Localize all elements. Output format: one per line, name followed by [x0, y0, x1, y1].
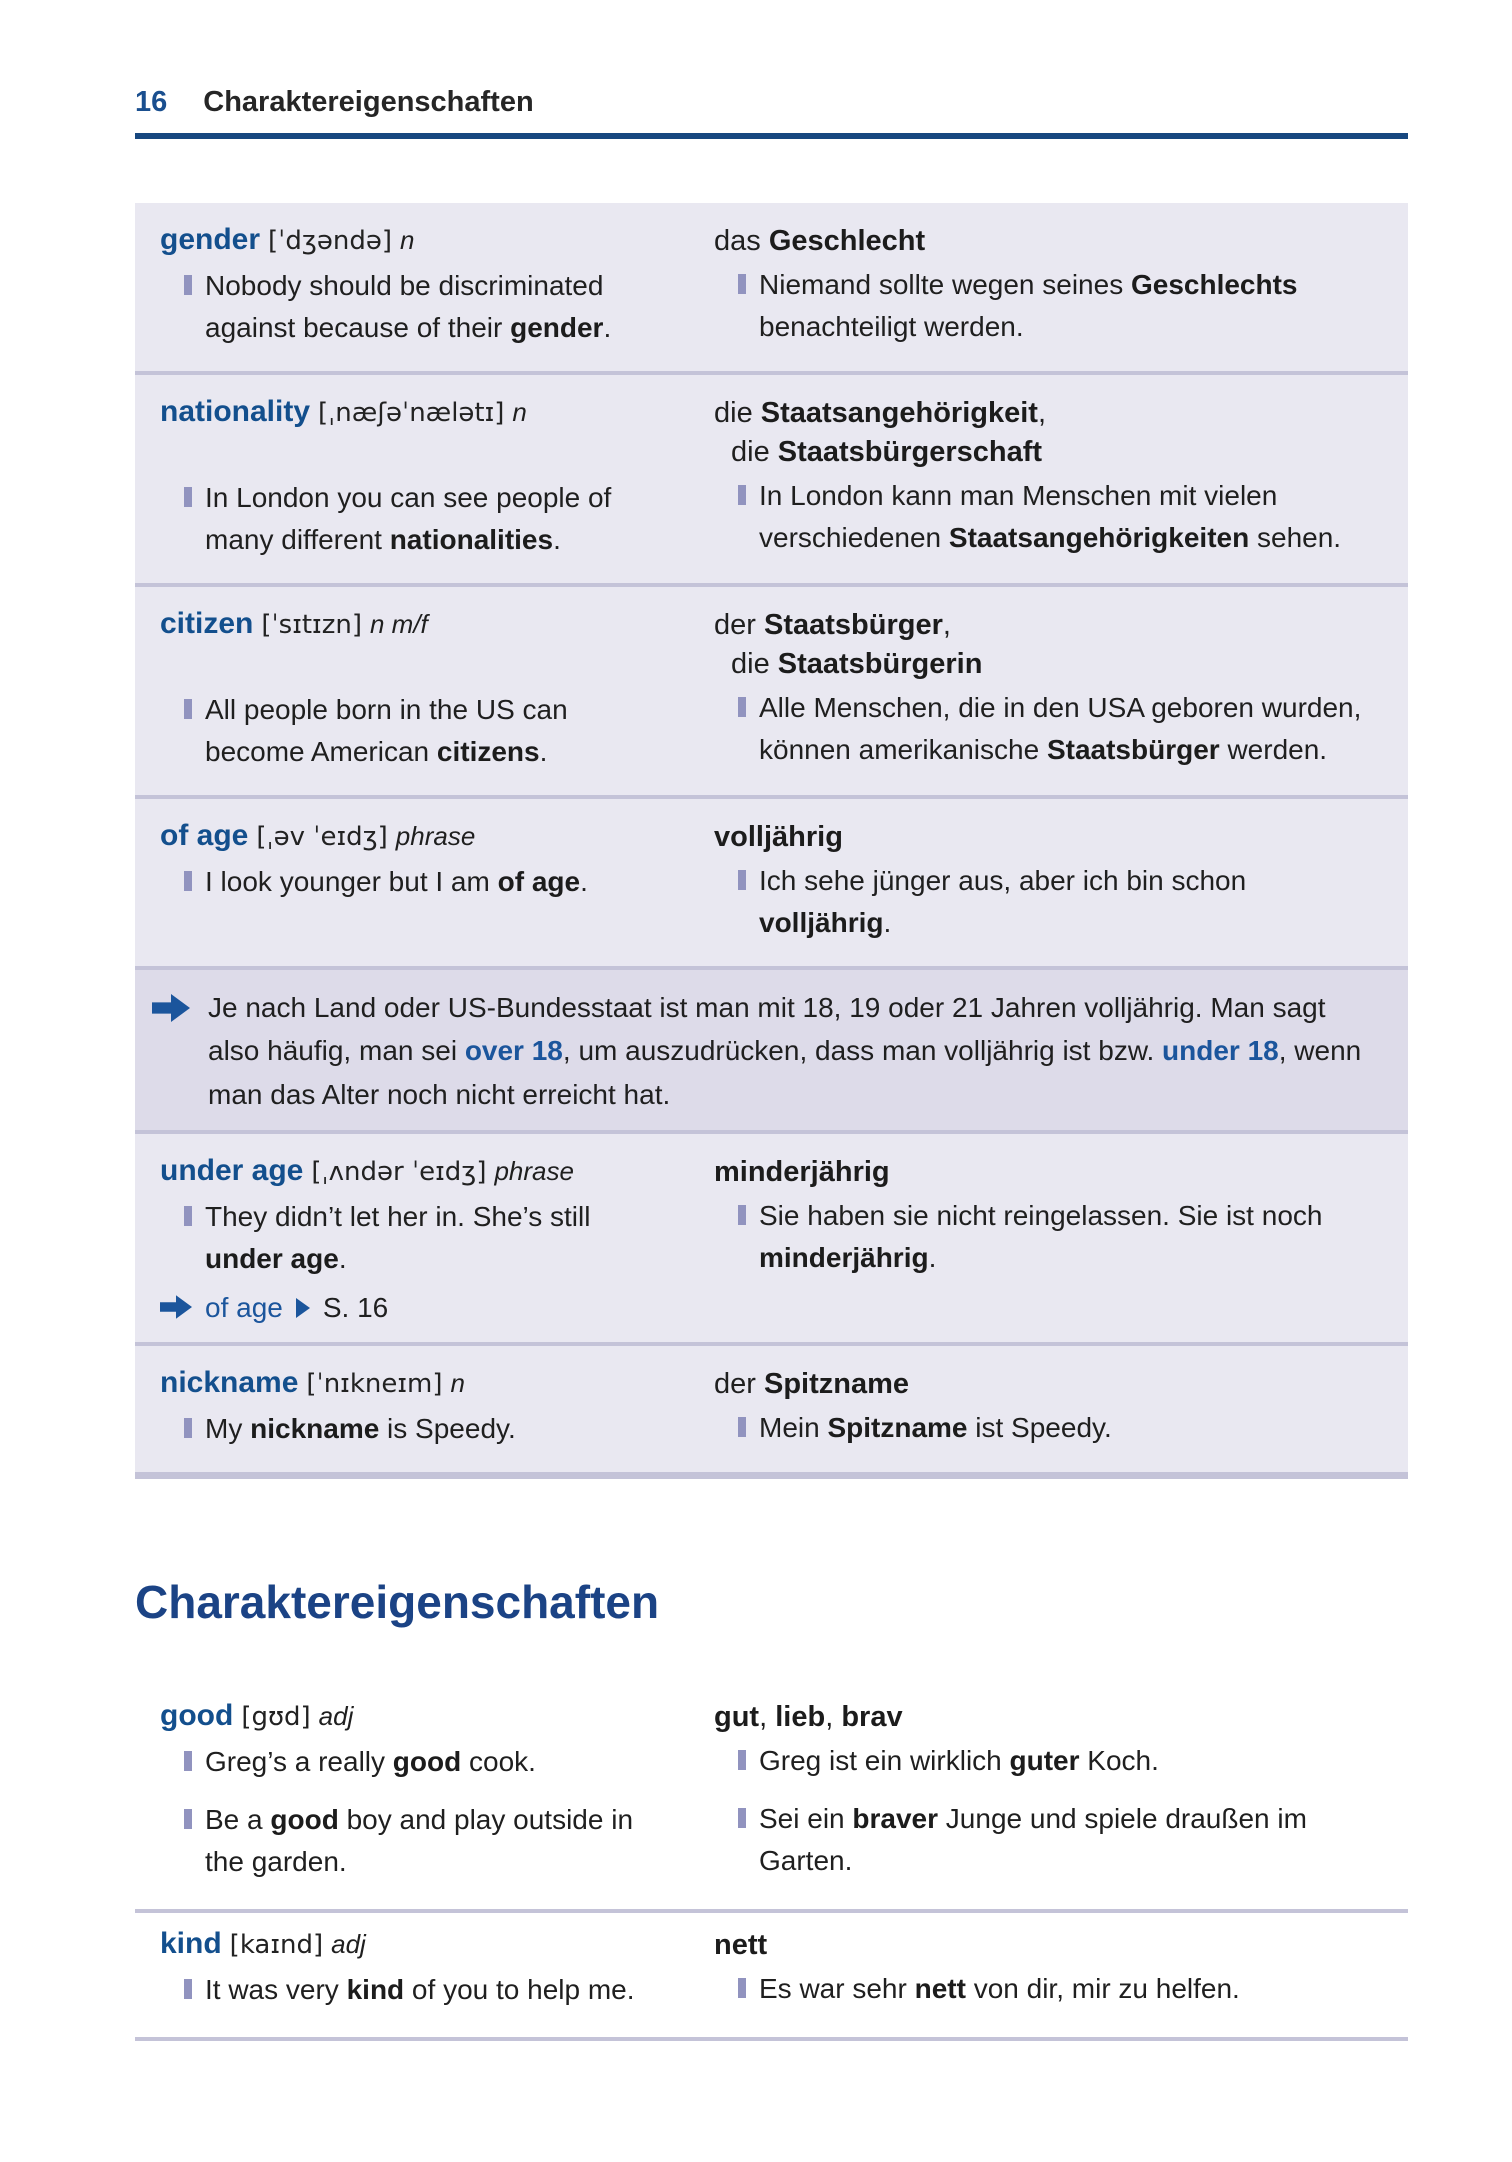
entry-row-of-age	[135, 795, 1408, 966]
bullet-icon	[738, 1205, 746, 1225]
entry-row-good	[135, 1685, 1408, 1913]
bullet-icon	[738, 1750, 746, 1770]
entry-ipa: [ˈsɪtɪzn]	[261, 610, 362, 640]
german-translation: gut, lieb, brav	[714, 1701, 903, 1734]
bullet-icon	[184, 1809, 192, 1829]
german-translation: das Geschlecht	[714, 225, 926, 257]
bullet-icon	[184, 1751, 192, 1771]
entry-headword: good	[160, 1699, 234, 1733]
entry-headword: nationality	[160, 395, 311, 428]
entry-english-column	[135, 1693, 700, 1889]
entry-row-citizen	[135, 583, 1408, 795]
usage-note	[135, 966, 1408, 1130]
entry-headline	[160, 395, 670, 429]
entry-headline	[160, 223, 670, 257]
entry-row-nickname	[135, 1342, 1408, 1472]
german-translation: nett	[714, 1929, 768, 1962]
german-translation: die Staatsbürgerschaft	[731, 436, 1043, 468]
header-rule	[135, 133, 1408, 139]
entry-headword: kind	[160, 1927, 222, 1961]
arrow-right-icon	[160, 1295, 192, 1324]
page-number: 16	[135, 86, 168, 118]
german-translation: minderjährig	[714, 1156, 890, 1189]
entry-german-column	[700, 1921, 1408, 2017]
entry-german-column	[700, 813, 1408, 950]
entry-english-column	[135, 601, 700, 779]
example-sentence: Sie haben sie nicht reingelassen. Sie ist noch minderjährig.	[714, 1195, 1384, 1279]
example-sentence: Mein Spitzname ist Speedy.	[714, 1407, 1384, 1449]
example-sentence: Ich sehe jünger aus, aber ich bin schon volljährig.	[714, 860, 1384, 944]
bullet-icon	[184, 699, 192, 719]
example-sentence: It was very kind of you to help me.	[160, 1969, 670, 2011]
example-sentence: Es war sehr nett von dir, mir zu helfen.	[714, 1968, 1384, 2010]
entry-pos: n	[399, 225, 415, 255]
bullet-icon	[738, 274, 746, 294]
entry-pos: phrase	[395, 821, 476, 851]
entry-ipa: [ˈnɪkneɪm]	[306, 1369, 443, 1400]
entry-headline	[160, 1366, 670, 1400]
example-sentence: In London you can see people of many different nationalities.	[160, 477, 670, 561]
entry-headline	[160, 607, 670, 641]
bullet-icon	[738, 1417, 746, 1437]
example-sentence: My nickname is Speedy.	[160, 1408, 670, 1450]
crossref[interactable]	[160, 1292, 670, 1324]
example-sentence: In London kann man Menschen mit vielen verschiedenen Staatsangehörigkeiten sehen.	[714, 475, 1384, 559]
example-sentence: They didn’t let her in. She’s still under age.	[160, 1196, 670, 1280]
entry-pos: adj	[318, 1701, 354, 1732]
entry-pos: adj	[331, 1929, 366, 1960]
bullet-icon	[738, 1808, 746, 1828]
bullet-icon	[184, 487, 192, 507]
example-sentence: Sei ein braver Junge und spiele draußen im Garten.	[714, 1798, 1384, 1882]
crossref-link[interactable]: of age	[205, 1292, 283, 1324]
entry-english-column	[135, 1148, 700, 1326]
entry-german-column	[700, 1360, 1408, 1456]
entry-ipa: [ˌnæʃəˈnælətɪ]	[318, 398, 505, 428]
example-sentence: Greg ist ein wirklich guter Koch.	[714, 1740, 1384, 1782]
entry-german-column	[700, 217, 1408, 355]
entry-german-column	[700, 1693, 1408, 1889]
example-sentence: Niemand sollte wegen seines Geschlechts benachteiligt werden.	[714, 264, 1384, 348]
example-sentence: I look younger but I am of age.	[160, 861, 670, 903]
german-translation: der Spitzname	[714, 1368, 910, 1401]
page-header-title: Charaktereigenschaften	[203, 86, 534, 118]
entry-pos: phrase	[494, 1156, 574, 1187]
german-translation: der Staatsbürger,	[714, 609, 951, 641]
entry-ipa: [gʊd]	[241, 1702, 311, 1733]
entry-ipa: [ˌəv ˈeɪdʒ]	[256, 822, 388, 852]
section-heading: Charaktereigenschaften	[135, 1576, 660, 1629]
german-translation: die Staatsbürgerin	[731, 648, 983, 680]
bullet-icon	[738, 1978, 746, 1998]
entry-headline	[160, 1927, 670, 1961]
bullet-icon	[738, 485, 746, 505]
vocab-table	[135, 203, 1408, 1479]
entry-ipa: [ˈdʒəndə]	[268, 226, 392, 256]
example-sentence: Alle Menschen, die in den USA geboren wurden, können amerikanische Staatsbürger werden.	[714, 687, 1384, 771]
bullet-icon	[738, 697, 746, 717]
entry-german-column	[700, 601, 1408, 779]
bullet-icon	[184, 1206, 192, 1226]
entry-german-column	[700, 1148, 1408, 1326]
example-sentence: Be a good boy and play outside in the garden.	[160, 1799, 670, 1883]
page-header	[135, 86, 1408, 119]
entry-pos: n m/f	[369, 609, 428, 639]
section-entries	[135, 1685, 1408, 2041]
entry-headline	[160, 1699, 670, 1733]
entry-english-column	[135, 1921, 700, 2017]
example-sentence: Nobody should be discriminated against because of their gender.	[160, 265, 670, 349]
entry-headline	[160, 1154, 670, 1188]
entry-row-gender	[135, 203, 1408, 371]
entry-german-column	[700, 389, 1408, 567]
entry-headword: citizen	[160, 607, 254, 640]
german-translation: die Staatsangehörigkeit,	[714, 397, 1047, 429]
entry-english-column	[135, 1360, 700, 1456]
entry-row-under-age	[135, 1130, 1408, 1342]
entry-headword: nickname	[160, 1366, 299, 1400]
entry-ipa: [kaɪnd]	[229, 1930, 324, 1961]
usage-note-text: Je nach Land oder US-Bundesstaat ist man mit 18, 19 oder 21 Jahren volljährig. Man sagt also häufig, man sei over 18, um auszudrücken, dass man volljährig ist bzw. under 18, wenn man das Alter noch nicht erreicht hat.	[208, 992, 1362, 1110]
entry-pos: n	[512, 397, 527, 427]
entry-headword: of age	[160, 819, 249, 852]
bullet-icon	[184, 871, 192, 891]
bullet-icon	[184, 1418, 192, 1438]
entry-english-column	[135, 813, 700, 950]
triangle-right-icon	[296, 1298, 310, 1318]
entry-ipa: [ˌʌndər ˈeɪdʒ]	[311, 1157, 487, 1188]
german-translation: volljährig	[714, 821, 843, 853]
entry-english-column	[135, 389, 700, 567]
bullet-icon	[738, 870, 746, 890]
bullet-icon	[184, 275, 192, 295]
bullet-icon	[184, 1979, 192, 1999]
entry-headline	[160, 819, 670, 853]
crossref-page: S. 16	[322, 1292, 389, 1324]
entry-headword: gender	[160, 223, 261, 256]
example-sentence: Greg’s a really good cook.	[160, 1741, 670, 1783]
entry-pos: n	[450, 1368, 465, 1399]
arrow-right-icon	[152, 994, 190, 1116]
example-sentence: All people born in the US can become American citizens.	[160, 689, 670, 773]
entry-row-kind	[135, 1913, 1408, 2041]
entry-english-column	[135, 217, 700, 355]
entry-row-nationality	[135, 371, 1408, 583]
entry-headword: under age	[160, 1154, 304, 1188]
